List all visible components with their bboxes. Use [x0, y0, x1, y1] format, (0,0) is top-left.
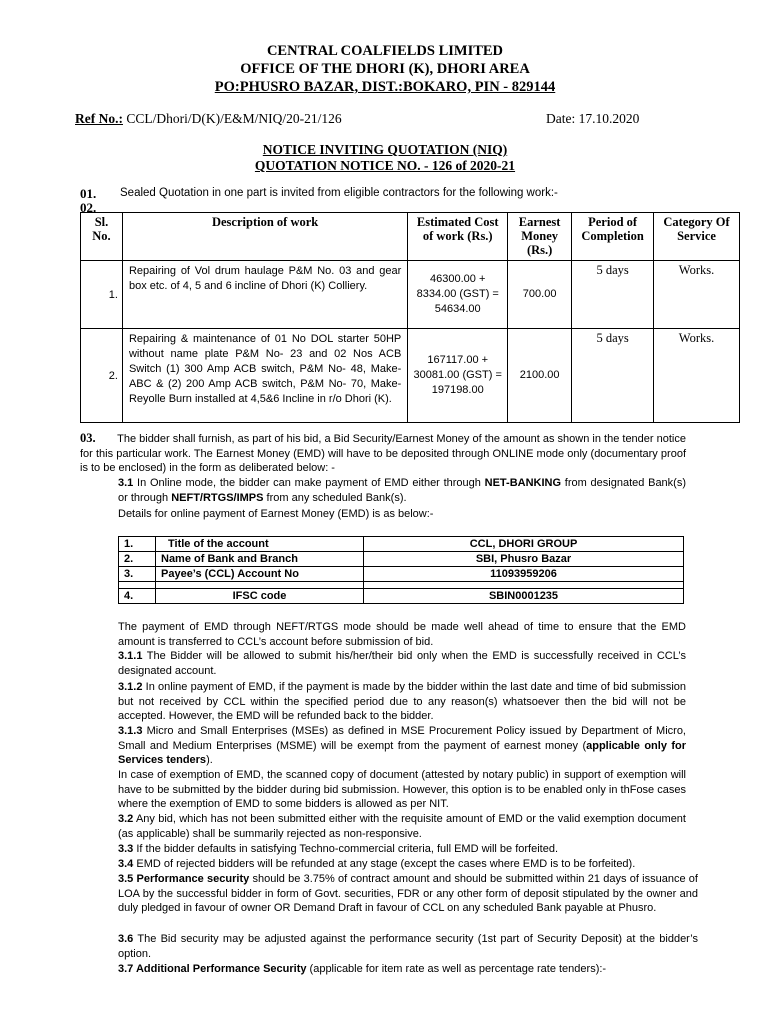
- section-3-1-number: 3.1: [118, 477, 134, 489]
- row-sl: 1.: [81, 261, 123, 329]
- col-header-description: Description of work: [122, 213, 407, 261]
- section-3-2: [118, 812, 686, 841]
- section-3-5-text: should be 3.75% of contract amount and should be submitted within 21 days of issuance of LOA by the successful bidder in form of Govt. securities, FDR or any other form of deposit stipulated by the owner and duly pledged in favour of owner OR Demand Draft in favour of CCL on any scheduled Bank payable at Phusro.: [118, 873, 698, 915]
- section-3-1-1-number: 3.1.1: [118, 650, 143, 662]
- emd-row-number: 2.: [119, 552, 156, 567]
- col-header-sl: Sl. No.: [81, 213, 123, 261]
- row-period: 5 days: [572, 261, 654, 329]
- table-row: [81, 329, 740, 423]
- section-3-1-text-b: from designated Bank(s) or through: [118, 477, 686, 504]
- col-header-earnest-money: Earnest Money (Rs.): [508, 213, 572, 261]
- emd-row-value: SBIN0001235: [364, 589, 684, 604]
- work-table-header-row: [81, 213, 740, 261]
- neft-label: NEFT/RTGS/IMPS: [171, 491, 264, 504]
- row-category: Works.: [654, 261, 740, 329]
- item-01-number: 01.: [80, 186, 97, 201]
- emd-details-intro: Details for online payment of Earnest Money (EMD) is as below:-: [118, 508, 434, 520]
- row-description: Repairing & maintenance of 01 No DOL starter 50HP without name plate P&M No- 23 and 02 Nos ACB Switch (1) 300 Amp ACB switch, P&M No- 48, Make- ABC & (2) 200 Amp ACB switch, P&M No- 70, Make- Reyolle Burn installed at 4,5&6 Incline in r/o Dhori (K).: [122, 329, 407, 423]
- section-3-4-number: 3.4: [118, 858, 134, 870]
- section-3-3-number: 3.3: [118, 843, 134, 855]
- emd-row-label: Payee’s (CCL) Account No: [156, 567, 364, 582]
- notice-number: QUOTATION NOTICE NO. - 126 of 2020-21: [254, 158, 516, 173]
- notice-date: Date: 17.10.2020: [546, 111, 640, 126]
- section-3-1-3: [118, 724, 686, 768]
- section-3-1-1-text: The Bidder will be allowed to submit his/her/their bid only when the EMD is successfully received in CCL’s designated account.: [118, 650, 686, 677]
- section-3-2-number: 3.2: [118, 813, 134, 825]
- office-name: OFFICE OF THE DHORI (K), DHORI AREA: [240, 61, 530, 77]
- section-3-7: [118, 962, 698, 977]
- table-row: [119, 537, 684, 552]
- emd-row-label: IFSC code: [156, 589, 364, 604]
- emd-row-value: CCL, DHORI GROUP: [364, 537, 684, 552]
- emd-row-label: Title of the account: [156, 537, 364, 552]
- section-3-1-2: [118, 680, 686, 724]
- payment-note: The payment of EMD through NEFT/RTGS mode should be made well ahead of time to ensure that the EMD amount is transferred to CCL’s account before submission of bid.: [118, 621, 686, 648]
- section-3-1-2-number: 3.1.2: [118, 681, 143, 693]
- table-spacer: [119, 582, 684, 589]
- section-3-4: [118, 857, 686, 872]
- net-banking-label: NET-BANKING: [484, 477, 562, 489]
- row-earnest-money: 2100.00: [508, 329, 572, 423]
- col-header-category: Category Of Service: [654, 213, 740, 261]
- work-table: [80, 212, 740, 423]
- section-03-number: 03.: [80, 431, 96, 445]
- reference-line: [75, 111, 342, 127]
- row-cost: 46300.00 + 8334.00 (GST) = 54634.00: [408, 261, 508, 329]
- emd-row-number: 1.: [119, 537, 156, 552]
- section-3-6-number: 3.6: [118, 933, 134, 945]
- row-category: Works.: [654, 329, 740, 423]
- table-row: [119, 567, 684, 582]
- section-3-1-text-c: from any scheduled Bank(s).: [263, 491, 407, 504]
- section-03-intro: [80, 431, 686, 476]
- section-3-1-2-text: In online payment of EMD, if the payment is made by the bidder within the last date and time of bid submission but not received by CCL within the specified period due to any reason(s) whatsoever then the bid will not be accepted. However, the EMD will be refunded back to the bidder.: [118, 681, 686, 723]
- section-3-3: [118, 842, 686, 857]
- section-3-2-text: Any bid, which has not been submitted either with the requisite amount of EMD or the valid exemption document (as applicable) shall be summarily rejected as non-responsive.: [118, 813, 686, 840]
- emd-account-table: [118, 536, 684, 604]
- company-name: CENTRAL COALFIELDS LIMITED: [266, 43, 504, 59]
- emd-row-label: Name of Bank and Branch: [156, 552, 364, 567]
- ref-label: Ref No.:: [75, 111, 123, 126]
- emd-row-value: SBI, Phusro Bazar: [364, 552, 684, 567]
- section-3-1-3-number: 3.1.3: [118, 725, 143, 737]
- row-earnest-money: 700.00: [508, 261, 572, 329]
- section-3-4-text: EMD of rejected bidders will be refunded at any stage (except the cases where EMD is to be forfeited).: [133, 858, 636, 870]
- emd-row-number: 4.: [119, 589, 156, 604]
- section-3-5-number: 3.5 Performance security: [118, 873, 250, 885]
- section-3-1-text-a: In Online mode, the bidder can make payment of EMD either through: [133, 477, 485, 489]
- section-3-1-3-text: Micro and Small Enterprises (MSEs) as defined in MSE Procurement Policy issued by Department of Micro, Small and Medium Enterprises (MSME) will be exempt from the payment of earnest money (: [118, 725, 686, 752]
- emd-row-number: 3.: [119, 567, 156, 582]
- section-3-1-3-end: ).: [206, 754, 213, 767]
- row-cost: 167117.00 + 30081.00 (GST) = 197198.00: [408, 329, 508, 423]
- section-3-7-text: (applicable for item rate as well as percentage rate tenders):-: [306, 963, 607, 975]
- ref-number: CCL/Dhori/D(K)/E&M/NIQ/20-21/126: [122, 111, 342, 126]
- col-header-estimated-cost: Estimated Cost of work (Rs.): [408, 213, 508, 261]
- section-3-5: [118, 872, 698, 916]
- row-period: 5 days: [572, 329, 654, 423]
- section-3-7-number: 3.7 Additional Performance Security: [118, 963, 307, 975]
- row-sl: 2.: [81, 329, 123, 423]
- item-01-text: Sealed Quotation in one part is invited from eligible contractors for the following work:-: [120, 187, 558, 199]
- section-3-1: [118, 476, 686, 505]
- services-tenders-note: applicable only for Services tenders: [118, 739, 686, 767]
- item-02-number: 02.: [80, 200, 97, 215]
- notice-title: NOTICE INVITING QUOTATION (NIQ): [262, 142, 508, 157]
- office-address: PO:PHUSRO BAZAR, DIST.:BOKARO, PIN - 829144: [214, 79, 556, 95]
- section-3-6-text: The Bid security may be adjusted against the performance security (1st part of Security Deposit) at the bidder’s option.: [118, 933, 698, 960]
- section-3-3-text: If the bidder defaults in satisfying Techno-commercial criteria, full EMD will be forfeited.: [133, 843, 558, 855]
- table-row: [119, 552, 684, 567]
- col-header-period: Period of Completion: [572, 213, 654, 261]
- section-3-6: [118, 932, 698, 961]
- exemption-paragraph: In case of exemption of EMD, the scanned copy of document (attested by notary public) in support of exemption will have to be submitted by the bidder during bid submission. However, this option is to be enabled only in thFose cases where the exemption of EMD to some bidders is allowed as per NIT.: [118, 769, 686, 811]
- table-row: [81, 261, 740, 329]
- section-3-1-1: [118, 649, 686, 678]
- table-row: [119, 589, 684, 604]
- section-03-text: The bidder shall furnish, as part of his bid, a Bid Security/Earnest Money of the amount as shown in the tender notice for this particular work. The Earnest Money (EMD) will have to be deposited through ONLINE mode only (documentary proof is to be enclosed) in the form as deliberated below: -: [80, 433, 686, 475]
- row-description: Repairing of Vol drum haulage P&M No. 03 and gear box etc. of 4, 5 and 6 incline of Dhori (K) Colliery.: [122, 261, 407, 329]
- emd-row-value: 11093959206: [364, 567, 684, 582]
